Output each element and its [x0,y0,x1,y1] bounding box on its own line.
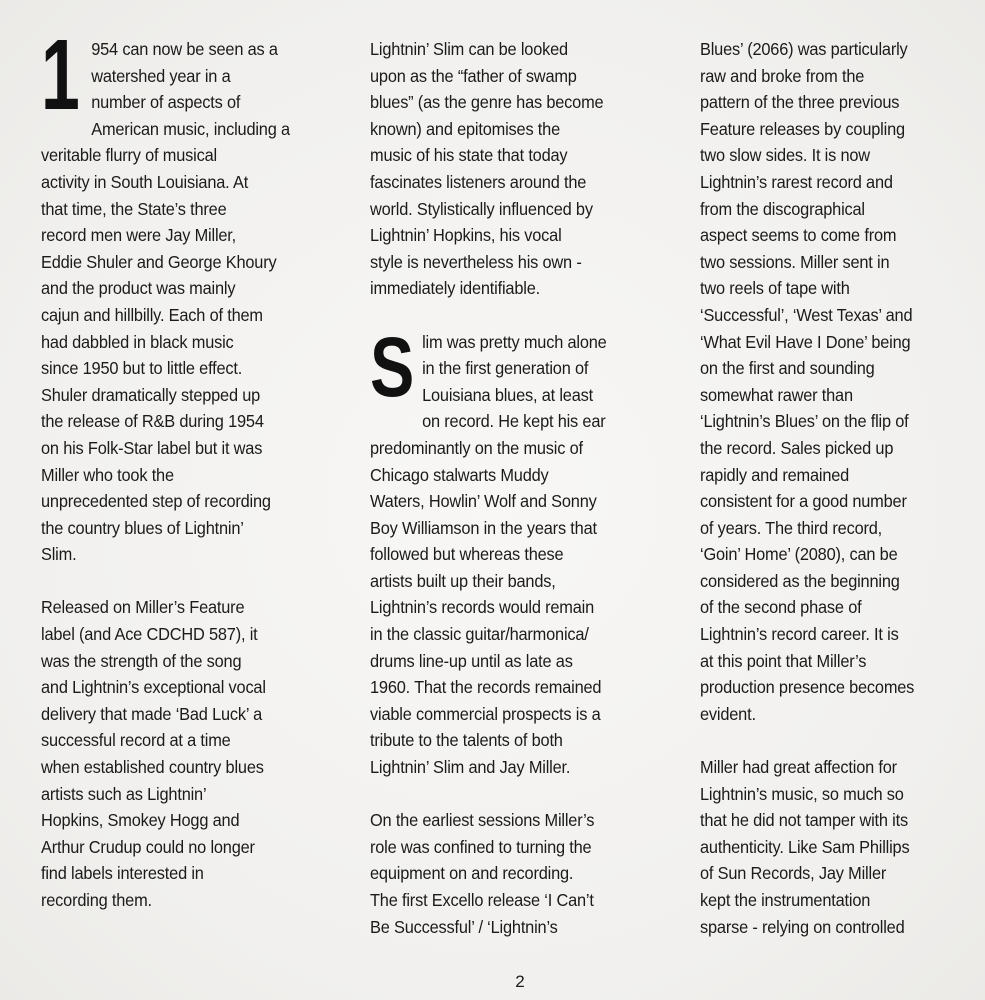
text-line: kept the instrumentation [700,890,871,910]
text-line: was the strength of the song [41,650,242,671]
text-line: and Lightnin’s exceptional vocal [41,677,266,698]
text-line: find labels interested in [41,863,204,884]
drop-cap: S [370,319,415,414]
text-line: 1960. That the records remained [370,677,602,698]
text-line: lim was pretty much alone [422,331,607,352]
text-line: of the second phase of [700,597,862,618]
text-line: equipment on and recording. [370,863,574,884]
text-line: when established country blues [41,757,264,778]
text-line: tribute to the talents of both [370,730,563,751]
text-line: successful record at a time [41,730,231,751]
paragraph [370,36,668,302]
text-line: two sessions. Miller sent in [700,251,890,272]
text-column-3 [700,36,979,967]
text-line: evident. [700,703,756,724]
text-line: Lightnin’ Hopkins, his vocal [370,225,562,246]
text-line: Lightnin’s music, so much so [700,783,904,804]
text-line: label (and Ace CDCHD 587), it [41,624,258,645]
text-line: number of aspects of [91,92,241,113]
text-line: consistent for a good number [700,491,907,512]
text-line: on record. He kept his ear [422,411,606,432]
text-line: Released on Miller’s Feature [41,597,245,618]
text-column-2 [370,36,668,967]
text-line: the country blues of Lightnin’ [41,517,244,538]
text-line: unprecedented step of recording [41,491,271,512]
text-line: delivery that made ‘Bad Luck’ a [41,703,263,724]
paragraph [370,319,668,781]
text-line: Miller who took the [41,464,174,485]
paragraph [41,19,339,568]
paragraph [41,594,339,913]
text-line: known) and epitomises the [370,118,560,139]
text-line: Miller had great affection for [700,757,897,778]
text-line: the record. Sales picked up [700,437,894,458]
text-line: role was confined to turning the [370,836,592,857]
text-line: ‘Successful’, ‘West Texas’ and [700,304,913,325]
text-line: pattern of the three previous [700,92,900,113]
text-line: Chicago stalwarts Muddy [370,464,549,485]
text-line: recording them. [41,890,152,910]
text-line: immediately identifiable. [370,278,540,299]
drop-cap: 1 [41,19,80,131]
text-line: and the product was mainly [41,278,236,299]
text-line: Eddie Shuler and George Khoury [41,251,277,272]
text-line: artists built up their bands, [370,570,556,591]
text-line: veritable flurry of musical [41,145,217,166]
text-line: ‘Lightnin’s Blues’ on the flip of [700,411,909,432]
text-line: Waters, Howlin’ Wolf and Sonny [370,491,597,512]
text-line: Feature releases by coupling [700,118,905,139]
text-line: in the classic guitar/harmonica/ [370,624,589,645]
text-line: two slow sides. It is now [700,145,870,166]
text-line: Louisiana blues, at least [422,384,593,405]
text-column-1 [41,19,339,940]
text-line: that time, the State’s three [41,198,227,219]
text-line: of Sun Records, Jay Miller [700,863,887,884]
text-line: had dabbled in black music [41,331,234,352]
text-line: aspect seems to come from [700,225,897,246]
text-line: rapidly and remained [700,464,850,485]
text-line: somewhat rawer than [700,384,853,405]
text-line: of years. The third record, [700,517,883,538]
text-line: production presence becomes [700,677,915,698]
text-line: on the first and sounding [700,358,875,379]
text-line: style is nevertheless his own - [370,251,582,272]
text-line: On the earliest sessions Miller’s [370,810,595,831]
text-line: drums line-up until as late as [370,650,573,671]
text-line: Be Successful’ / ‘Lightnin’s [370,916,558,937]
text-line: from the discographical [700,198,865,219]
text-line: blues” (as the genre has become [370,92,604,113]
text-line: that he did not tamper with its [700,810,908,831]
text-line: authenticity. Like Sam Phillips [700,836,910,857]
text-line: Slim. [41,544,77,565]
text-line: on his Folk-Star label but it was [41,437,263,458]
text-line: followed but whereas these [370,544,564,565]
text-line: Shuler dramatically stepped up [41,384,261,405]
page-number: 2 [515,972,525,991]
text-line: the release of R&B during 1954 [41,411,264,432]
text-line: Lightnin’ Slim can be looked [370,39,568,59]
text-line: ‘What Evil Have I Done’ being [700,331,911,352]
paragraph [700,36,979,727]
text-line: Lightnin’ Slim and Jay Miller. [370,757,571,778]
text-line: Blues’ (2066) was particularly [700,39,908,59]
text-line: fascinates listeners around the [370,171,587,192]
text-line: The first Excello release ‘I Can’t [370,890,594,910]
text-line: American music, including a [91,118,290,139]
text-line: Lightnin’s record career. It is [700,624,899,645]
text-line: in the first generation of [422,358,589,379]
text-line: artists such as Lightnin’ [41,783,207,804]
text-line: Lightnin’s records would remain [370,597,595,618]
text-line: 954 can now be seen as a [91,39,278,59]
text-line: record men were Jay Miller, [41,225,237,246]
text-line: sparse - relying on controlled [700,916,905,937]
text-line: upon as the “father of swamp [370,65,577,86]
text-line: raw and broke from the [700,65,865,86]
text-line: Arthur Crudup could no longer [41,836,255,857]
paragraph [700,754,979,940]
text-line: viable commercial prospects is a [370,703,601,724]
text-line: world. Stylistically influenced by [370,198,593,219]
text-line: predominantly on the music of [370,437,583,458]
text-line: Boy Williamson in the years that [370,517,597,538]
text-line: considered as the beginning [700,570,900,591]
text-line: ‘Goin’ Home’ (2080), can be [700,544,898,565]
paragraph [370,807,668,940]
text-line: activity in South Louisiana. At [41,171,249,192]
text-line: watershed year in a [91,65,231,86]
text-line: Lightnin’s rarest record and [700,171,893,192]
text-line: at this point that Miller’s [700,650,867,671]
text-line: Hopkins, Smokey Hogg and [41,810,240,831]
text-line: music of his state that today [370,145,568,166]
text-line: two reels of tape with [700,278,850,299]
text-line: since 1950 but to little effect. [41,358,243,379]
text-line: cajun and hillbilly. Each of them [41,304,263,325]
